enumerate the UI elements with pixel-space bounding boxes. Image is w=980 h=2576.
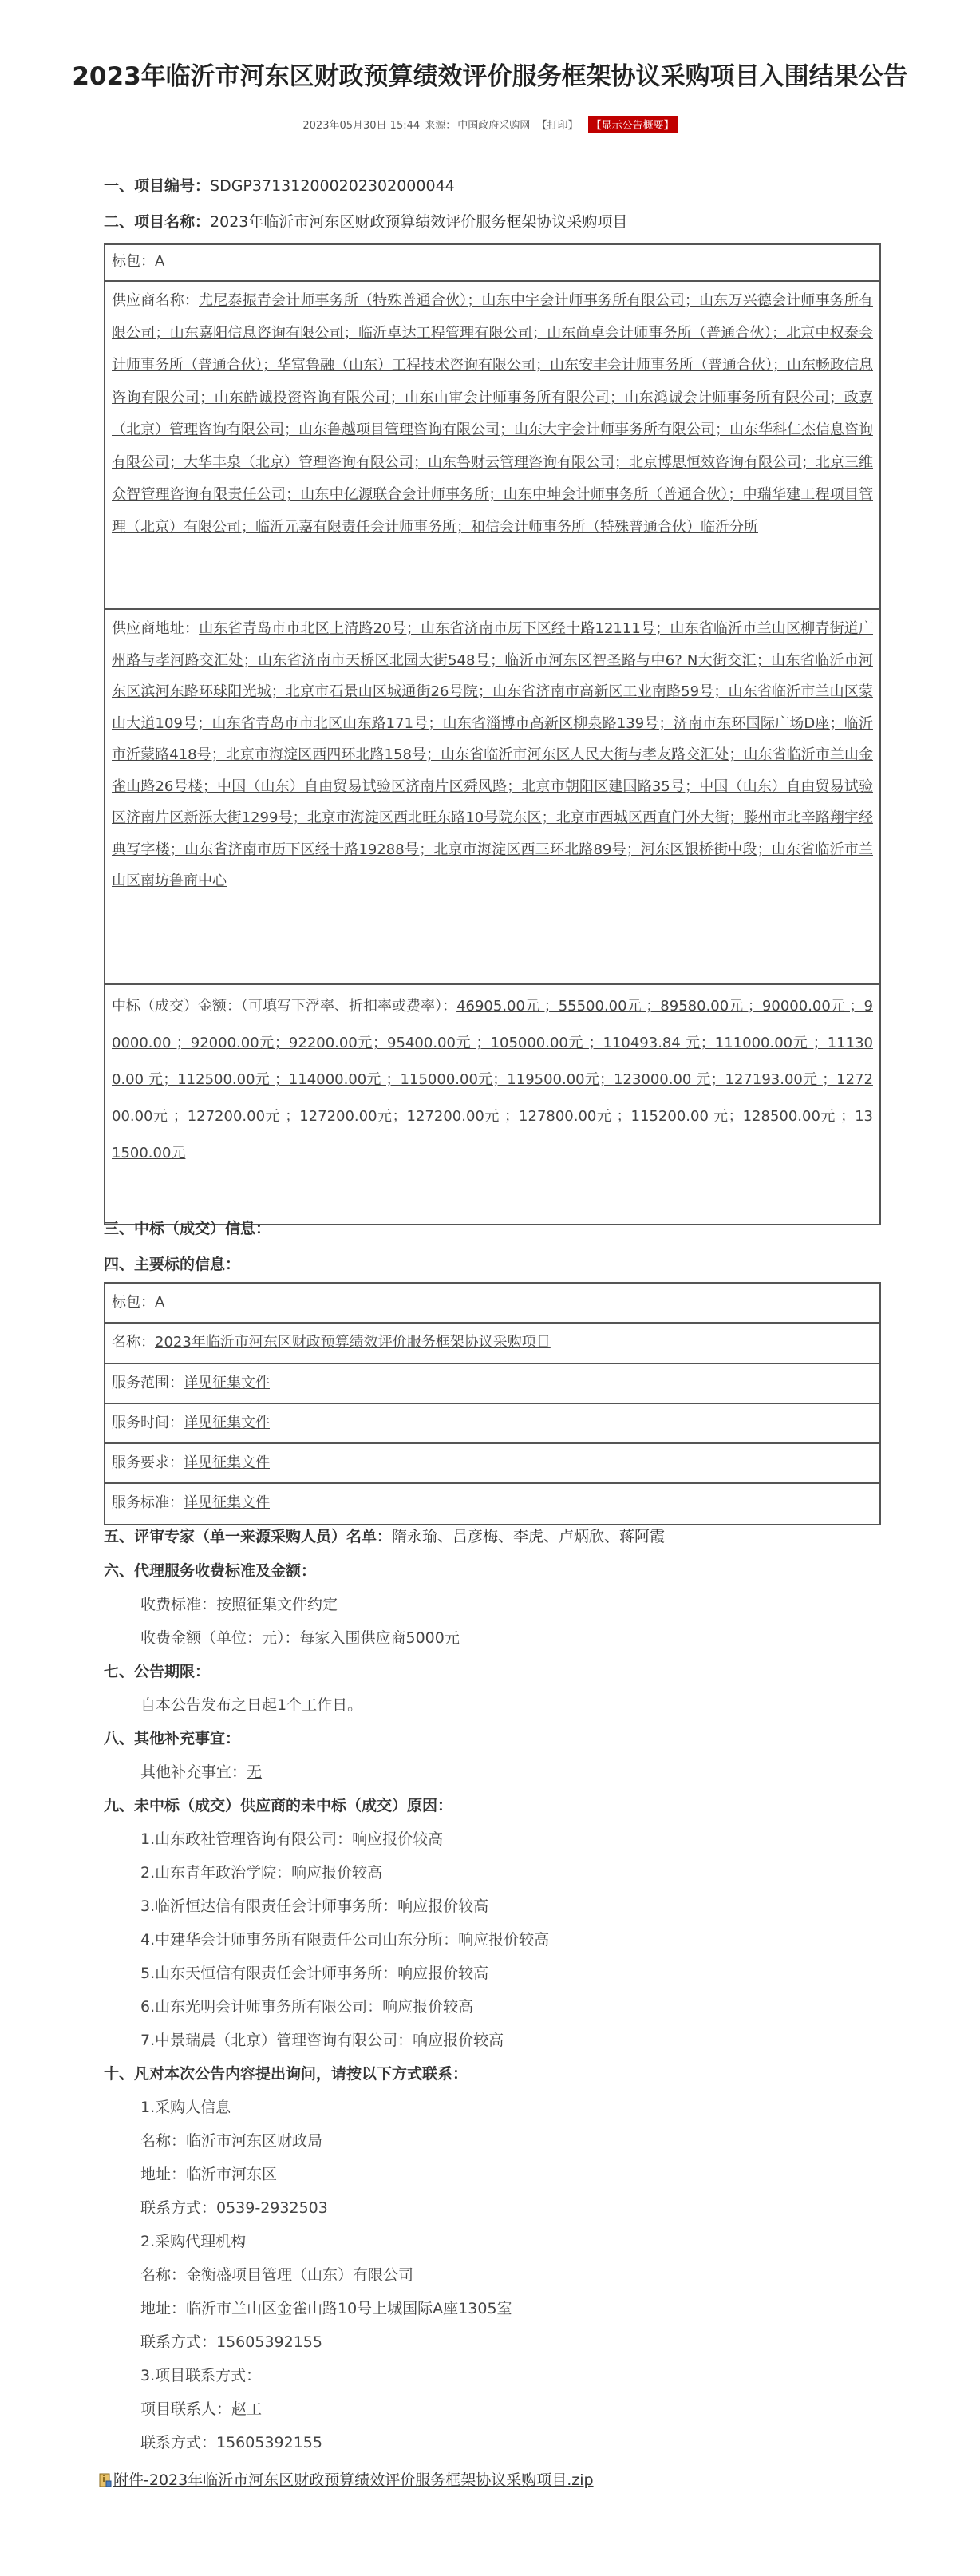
section-heading: 五、评审专家（单一来源采购人员）名单：: [104, 1528, 393, 1545]
attachment-link[interactable]: [99, 2468, 594, 2490]
package-value: A: [155, 1294, 165, 1311]
service-standard-row: [105, 1484, 879, 1524]
source-label: 来源：: [425, 120, 456, 132]
supplier-names: 尤尼泰振青会计师事务所（特殊普通合伙）；山东中宇会计师事务所有限公司；山东万兴德会计师事务所有限公司；山东嘉阳信息咨询有限公司；临沂卓达工程管理有限公司；山东尚卓会计师事务所（普通合伙）；北京中权泰会计师事务所（普通合伙）；华富鲁融（山东）工程技术咨询有限公司；山东安丰会计师事务所（普通合伙）；山东畅政信息咨询有限公司；山东皓诚投资咨询有限公司；山东山审会计师事务所有限公司；山东鸿诚会计师事务所有限公司；政嘉（北京）管理咨询有限公司；山东鲁越项目管理咨询有限公司；山东大宇会计师事务所有限公司；山东华科仁杰信息咨询有限公司；大华丰泉（北京）管理咨询有限公司；山东鲁财云管理咨询有限公司；北京博思恒效咨询有限公司；北京三维众智管理咨询有限责任公司；山东中亿源联合会计师事务所；山东中坤会计师事务所（普通合伙）；中瑞华建工程项目管理（北京）有限公司；临沂元嘉有限责任会计师事务所；和信会计师事务所（特殊普通合伙）临沂分所: [112, 292, 874, 536]
bid-amount-row: [105, 985, 879, 1224]
supplier-addresses: 山东省青岛市市北区上清路20号；山东省济南市历下区经十路12111号；山东省临沂市兰山区柳青街道广州路与孝河路交汇处；山东省济南市天桥区北园大街548号；临沂市河东区智圣路与中6? N大街交汇；山东省临沂市河东区滨河东路环球阳光城；北京市石景山区城通街26号院；山东省济南市高新区工业南路59号；山东省临沂市兰山区蒙山大道109号；山东省青岛市市北区山东路171号；山东省淄博市高新区柳泉路139号；济南市东环国际广场D座；临沂市沂蒙路418号；北京市海淀区西四环北路158号；山东省临沂市河东区人民大街与孝友路交汇处；山东省临沂市兰山金雀山路26号楼；中国（山东）自由贸易试验区济南片区舜风路；北京市朝阳区建国路35号；中国（山东）自由贸易试验区济南片区新泺大街1299号；北京市海淀区西北旺东路10号院东区；北京市西城区西直门外大街；滕州市北辛路翔宇经典写字楼；山东省济南市历下区经十路19288号；北京市海淀区西三环北路89号；河东区银桥街中段；山东省临沂市兰山区南坊鲁商中心: [112, 620, 873, 889]
section-heading: 四、主要标的信息：: [104, 1256, 241, 1273]
contact-line: 地址：临沂市河东区: [140, 2166, 278, 2183]
project-number: SDGP371312000202302000044: [210, 177, 455, 195]
unsuccessful-item: 3.临沂恒达信有限责任会计师事务所：响应报价较高: [140, 1897, 489, 1915]
section-heading: 三、中标（成交）信息：: [104, 1220, 271, 1237]
unsuccessful-item: 7.中景瑞晨（北京）管理咨询有限公司：响应报价较高: [140, 2032, 504, 2049]
section-other-matters: [104, 1727, 240, 1751]
section-heading: 十、凡对本次公告内容提出询问，请按以下方式联系：: [104, 2065, 468, 2083]
section-announcement-period: [104, 1660, 210, 1684]
contact-line: 2.采购代理机构: [140, 2233, 247, 2250]
zip-file-icon: [99, 2473, 112, 2487]
section-main-subject: [104, 1252, 240, 1276]
subject-name-value: 2023年临沂市河东区财政预算绩效评价服务框架协议采购项目: [155, 1334, 551, 1351]
winning-bid-table: [104, 243, 881, 1225]
package-value: A: [155, 253, 165, 270]
contact-line: 项目联系人：赵工: [140, 2400, 263, 2418]
section-heading: 九、未中标（成交）供应商的未中标（成交）原因：: [104, 1797, 453, 1814]
contact-line: 3.项目联系方式：: [140, 2367, 262, 2384]
page-title: 2023年临沂市河东区财政预算绩效评价服务框架协议采购项目入围结果公告: [72, 62, 908, 91]
publish-datetime: 2023年05月30日 15:44: [302, 120, 421, 132]
fee-amount: 收费金额（单位：元）：每家入围供应商5000元: [140, 1629, 460, 1647]
service-time-row: [105, 1404, 879, 1444]
subject-name-row: [105, 1324, 879, 1364]
other-matters-label: 其他补充事宜：: [140, 1763, 247, 1781]
print-link[interactable]: 【打印】: [536, 120, 579, 132]
contact-line: 地址：临沂市兰山区金雀山路10号上城国际A座1305室: [140, 2300, 512, 2317]
section-contact: [104, 2062, 468, 2086]
contact-line: 联系方式：15605392155: [140, 2434, 322, 2451]
subject-package-row: [105, 1284, 879, 1324]
unsuccessful-item: 4.中建华会计师事务所有限责任公司山东分所：响应报价较高: [140, 1931, 550, 1949]
service-scope-label: 服务范围：: [112, 1375, 184, 1391]
package-label: 标包：: [112, 253, 155, 270]
supplier-addresses-row: [105, 610, 879, 985]
section-heading: 二、项目名称：: [104, 213, 211, 231]
bid-amounts: 46905.00元 ；55500.00元 ；89580.00元 ；90000.00元 ；90000.00 ；92000.00元；92200.00元；95400.00元 ；105000.00元 ；110493.84 元；111000.00元 ；111300.00 元；112500.00元 ；114000.00元 ；115000.00元；119500.00元；123000.00 元；127193.00元 ；127200.00元 ；127200.00元 ；127200.00元；127200.00元 ；127800.00元 ；115200.00 元；128500.00元 ；131500.00元: [112, 998, 873, 1161]
section-project-number: [104, 174, 455, 198]
bid-amount-label: 中标（成交）金额：（可填写下浮率、折扣率或费率）：: [112, 998, 457, 1015]
section-heading: 八、其他补充事宜：: [104, 1730, 241, 1747]
attachment-filename[interactable]: 附件-2023年临沂市河东区财政预算绩效评价服务框架协议采购项目.zip: [113, 2471, 594, 2489]
service-requirement-label: 服务要求：: [112, 1454, 184, 1471]
other-matters-value: 无: [247, 1763, 263, 1781]
service-time-value: 详见征集文件: [184, 1415, 270, 1431]
service-time-label: 服务时间：: [112, 1415, 184, 1431]
supplier-names-row: [105, 282, 879, 610]
service-requirement-value: 详见征集文件: [184, 1454, 270, 1471]
section-unsuccessful-reasons: [104, 1794, 452, 1818]
section-heading: 六、代理服务收费标准及金额：: [104, 1562, 317, 1580]
service-scope-value: 详见征集文件: [184, 1375, 270, 1391]
package-label: 标包：: [112, 1294, 155, 1311]
source-name: 中国政府采购网: [457, 120, 531, 132]
package-row: [105, 245, 879, 282]
supplier-address-label: 供应商地址：: [112, 620, 200, 637]
section-project-name: [104, 210, 627, 234]
contact-line: 名称：金衡盛项目管理（山东）有限公司: [140, 2266, 414, 2284]
service-scope-row: [105, 1364, 879, 1404]
unsuccessful-item: 2.山东青年政治学院：响应报价较高: [140, 1864, 383, 1882]
section-winning-info: [104, 1217, 271, 1241]
main-subject-table: [104, 1282, 881, 1525]
service-requirement-row: [105, 1444, 879, 1484]
project-name: 2023年临沂市河东区财政预算绩效评价服务框架协议采购项目: [210, 213, 628, 231]
section-heading: 一、项目编号：: [104, 177, 211, 195]
unsuccessful-item: 6.山东光明会计师事务所有限公司：响应报价较高: [140, 1998, 474, 2016]
contact-line: 1.采购人信息: [140, 2099, 231, 2116]
fee-standard: 收费标准：按照征集文件约定: [140, 1596, 338, 1613]
contact-line: 名称：临沂市河东区财政局: [140, 2132, 323, 2150]
expert-list: 隋永瑜、吕彦梅、李虎、卢炳欣、蒋阿霞: [392, 1528, 666, 1545]
meta-bar: [0, 116, 980, 133]
announcement-period: 自本公告发布之日起1个工作日。: [140, 1696, 363, 1714]
section-heading: 七、公告期限：: [104, 1663, 211, 1680]
other-matters: [140, 1760, 262, 1784]
show-summary-button[interactable]: 【显示公告概要】: [588, 116, 678, 133]
contact-line: 联系方式：15605392155: [140, 2333, 322, 2351]
supplier-name-label: 供应商名称：: [112, 292, 200, 309]
section-review-experts: [104, 1525, 665, 1549]
subject-name-label: 名称：: [112, 1334, 155, 1351]
service-standard-label: 服务标准：: [112, 1494, 184, 1511]
contact-line: 联系方式：0539-2932503: [140, 2199, 328, 2217]
unsuccessful-item: 5.山东天恒信有限责任会计师事务所：响应报价较高: [140, 1965, 489, 1982]
service-standard-value: 详见征集文件: [184, 1494, 270, 1511]
unsuccessful-item: 1.山东政社管理咨询有限公司：响应报价较高: [140, 1830, 444, 1848]
section-agency-fee: [104, 1559, 316, 1583]
